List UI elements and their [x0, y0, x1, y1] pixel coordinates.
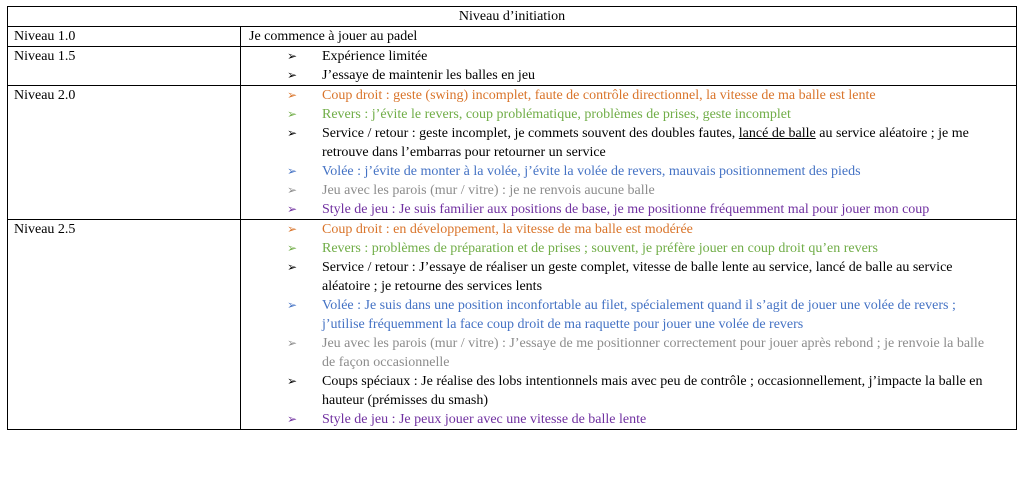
arrow-bullet-icon: ➢	[287, 374, 298, 388]
level-description	[241, 86, 1017, 220]
criteria-item	[241, 220, 1016, 239]
criteria-item	[241, 105, 1016, 124]
criteria-text: Revers : j’évite le revers, coup problématique, problèmes de prises, geste incomplet	[322, 107, 791, 122]
arrow-bullet-icon: ➢	[287, 183, 298, 197]
criteria-item	[241, 47, 1016, 66]
criteria-item	[241, 239, 1016, 258]
arrow-bullet-icon: ➢	[287, 298, 298, 312]
table-title: Niveau d’initiation	[8, 7, 1017, 27]
level-description: Je commence à jouer au padel	[241, 27, 1017, 47]
criteria-text: Volée : j’évite de monter à la volée, j’évite la volée de revers, mauvais positionnement des pieds	[322, 164, 861, 179]
table-row	[8, 27, 1017, 47]
level-label: Niveau 1.5	[8, 47, 241, 86]
table-row	[8, 220, 1017, 430]
criteria-item	[241, 334, 1016, 372]
criteria-item	[241, 410, 1016, 429]
criteria-list	[241, 86, 1016, 219]
level-description	[241, 220, 1017, 430]
criteria-text: Coups spéciaux : Je réalise des lobs intentionnels mais avec peu de contrôle ; occasionnellement, j’impacte la balle en hauteur (prémisses du smash)	[322, 374, 983, 408]
arrow-bullet-icon: ➢	[287, 49, 298, 63]
criteria-item	[241, 66, 1016, 85]
criteria-item	[241, 200, 1016, 219]
criteria-text: Jeu avec les parois (mur / vitre) : J’essaye de me positionner correctement pour jouer après rebond ; je renvoie la balle de façon occasionnelle	[322, 336, 985, 370]
level-description	[241, 47, 1017, 86]
criteria-item	[241, 86, 1016, 105]
arrow-bullet-icon: ➢	[287, 68, 298, 82]
arrow-bullet-icon: ➢	[287, 260, 298, 274]
criteria-item	[241, 162, 1016, 181]
criteria-text-underlined: lancé de balle	[738, 126, 816, 141]
level-label: Niveau 2.0	[8, 86, 241, 220]
criteria-text: Style de jeu : Je peux jouer avec une vitesse de balle lente	[322, 412, 647, 427]
arrow-bullet-icon: ➢	[287, 164, 298, 178]
level-table	[7, 6, 1017, 430]
criteria-text: Volée : Je suis dans une position inconfortable au filet, spécialement quand il s’agit de jouer une volée de revers ; j’utilise fréquemment la face coup droit de ma raquette pour jouer une volée de revers	[322, 298, 956, 332]
criteria-text: Expérience limitée	[322, 49, 428, 64]
arrow-bullet-icon: ➢	[287, 241, 298, 255]
criteria-text: Coup droit : geste (swing) incomplet, faute de contrôle directionnel, la vitesse de ma balle est lente	[322, 88, 876, 103]
table-row	[8, 47, 1017, 86]
criteria-text: Jeu avec les parois (mur / vitre) : je ne renvois aucune balle	[322, 183, 655, 198]
arrow-bullet-icon: ➢	[287, 222, 298, 236]
level-label: Niveau 1.0	[8, 27, 241, 47]
criteria-text: Coup droit : en développement, la vitesse de ma balle est modérée	[322, 222, 693, 237]
criteria-item	[241, 296, 1016, 334]
criteria-item	[241, 124, 1016, 162]
criteria-item	[241, 181, 1016, 200]
arrow-bullet-icon: ➢	[287, 336, 298, 350]
table-row	[8, 86, 1017, 220]
table-header-row	[8, 7, 1017, 27]
criteria-list	[241, 47, 1016, 85]
criteria-text: Service / retour : geste incomplet, je commets souvent des doubles fautes,	[322, 126, 739, 141]
arrow-bullet-icon: ➢	[287, 202, 298, 216]
criteria-text: Revers : problèmes de préparation et de prises ; souvent, je préfère jouer en coup droit qu’en revers	[322, 241, 878, 256]
criteria-text: Service / retour : J’essaye de réaliser un geste complet, vitesse de balle lente au service, lancé de balle au service aléatoire ; je retourne des services lents	[322, 260, 953, 294]
criteria-item	[241, 372, 1016, 410]
criteria-text: J’essaye de maintenir les balles en jeu	[322, 68, 536, 83]
arrow-bullet-icon: ➢	[287, 88, 298, 102]
level-label: Niveau 2.5	[8, 220, 241, 430]
arrow-bullet-icon: ➢	[287, 412, 298, 426]
arrow-bullet-icon: ➢	[287, 126, 298, 140]
criteria-item	[241, 258, 1016, 296]
criteria-text: au service aléatoire ; je me retrouve dans l’embarras pour retourner un service	[322, 126, 969, 160]
arrow-bullet-icon: ➢	[287, 107, 298, 121]
criteria-text: Style de jeu : Je suis familier aux positions de base, je me positionne fréquemment mal pour jouer mon coup	[322, 202, 930, 217]
criteria-list	[241, 220, 1016, 429]
